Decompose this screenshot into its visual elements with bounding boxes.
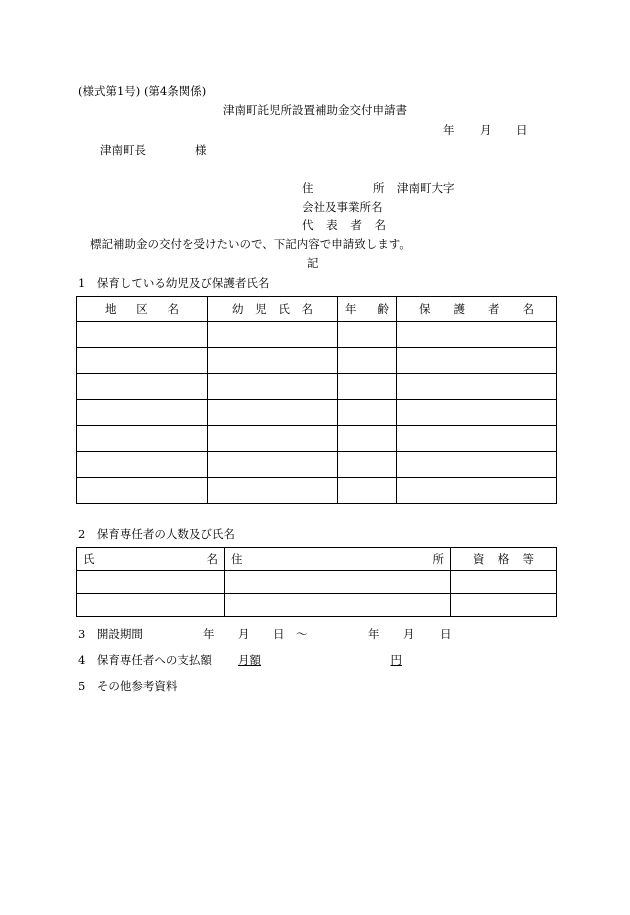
table-cell[interactable] xyxy=(451,594,557,617)
table-row xyxy=(77,426,557,452)
section2-title: 2 保育専任者の人数及び氏名 xyxy=(78,527,235,541)
document-title: 津南町託児所設置補助金交付申請書 xyxy=(223,103,407,117)
table-cell[interactable] xyxy=(397,348,557,374)
monthly-label: 月額 xyxy=(238,653,261,667)
table-row xyxy=(77,452,557,478)
monthly-amount-field[interactable] xyxy=(238,653,402,667)
table-cell[interactable] xyxy=(225,594,451,617)
table-cell[interactable] xyxy=(397,426,557,452)
company-label: 会社及事業所名 xyxy=(302,200,383,214)
table-cell[interactable] xyxy=(338,374,397,400)
table-row xyxy=(77,322,557,348)
table-cell[interactable] xyxy=(77,374,208,400)
header-district: 地 区 名 xyxy=(77,297,208,322)
table-cell[interactable] xyxy=(77,571,225,594)
section1-title: 1 保育している幼児及び保護者氏名 xyxy=(78,276,270,290)
period-end-year: 年 xyxy=(368,627,380,641)
table-cell[interactable] xyxy=(338,348,397,374)
table-cell[interactable] xyxy=(208,374,338,400)
table-cell[interactable] xyxy=(77,426,208,452)
table-cell[interactable] xyxy=(338,452,397,478)
date-month: 月 xyxy=(480,123,492,137)
table-cell[interactable] xyxy=(397,322,557,348)
header-staff-address: 住 所 xyxy=(225,548,451,571)
period-end-month: 月 xyxy=(403,627,415,641)
table-cell[interactable] xyxy=(397,374,557,400)
table-cell[interactable] xyxy=(451,571,557,594)
header-age: 年 齢 xyxy=(338,297,397,322)
table-cell[interactable] xyxy=(397,400,557,426)
table-cell[interactable] xyxy=(208,400,338,426)
form-label: (様式第1号) (第4条関係) xyxy=(78,84,207,98)
period-end-day: 日 xyxy=(440,627,452,641)
header-guardian-name: 保 護 者 名 xyxy=(397,297,557,322)
table-cell[interactable] xyxy=(225,571,451,594)
date-day: 日 xyxy=(516,123,528,137)
section3-label: 3 開設期間 xyxy=(78,627,143,641)
representative-label: 代 表 者 名 xyxy=(302,218,386,232)
period-tilde: ～ xyxy=(296,627,308,641)
table-cell[interactable] xyxy=(77,348,208,374)
staff-table-header xyxy=(77,548,557,571)
section5-label: 5 その他参考資料 xyxy=(78,679,178,693)
table-cell[interactable] xyxy=(77,400,208,426)
children-table xyxy=(76,296,557,504)
request-text: 標記補助金の交付を受けたいので、下記内容で申請致します。 xyxy=(90,237,411,251)
addressee-suffix: 様 xyxy=(195,143,207,157)
table-cell[interactable] xyxy=(208,322,338,348)
yen-label: 円 xyxy=(390,653,402,667)
address-label-1: 住 xyxy=(302,181,314,195)
section4-label: 4 保育専任者への支払額 xyxy=(78,653,212,667)
table-cell[interactable] xyxy=(338,478,397,504)
table-cell[interactable] xyxy=(208,426,338,452)
table-cell[interactable] xyxy=(397,452,557,478)
children-table-header xyxy=(77,297,557,322)
header-staff-name: 氏 名 xyxy=(77,548,225,571)
table-cell[interactable] xyxy=(338,426,397,452)
period-start-day: 日 xyxy=(273,627,285,641)
addressee-name: 津南町長 xyxy=(100,143,146,157)
header-child-name: 幼 児 氏 名 xyxy=(208,297,338,322)
table-row xyxy=(77,571,557,594)
table-cell[interactable] xyxy=(77,594,225,617)
table-row xyxy=(77,400,557,426)
period-start-month: 月 xyxy=(238,627,250,641)
address-label-2: 所 xyxy=(373,181,385,195)
table-cell[interactable] xyxy=(338,400,397,426)
period-start-year: 年 xyxy=(203,627,215,641)
table-row xyxy=(77,374,557,400)
table-cell[interactable] xyxy=(77,452,208,478)
table-row xyxy=(77,478,557,504)
ki-label: 記 xyxy=(307,256,319,270)
header-qualification: 資 格 等 xyxy=(451,548,557,571)
date-year: 年 xyxy=(443,123,455,137)
table-cell[interactable] xyxy=(338,322,397,348)
table-row xyxy=(77,594,557,617)
table-cell[interactable] xyxy=(208,452,338,478)
staff-table xyxy=(76,547,557,617)
table-cell[interactable] xyxy=(77,478,208,504)
table-cell[interactable] xyxy=(397,478,557,504)
table-cell[interactable] xyxy=(77,322,208,348)
address-value: 津南町大字 xyxy=(397,181,455,195)
table-row xyxy=(77,348,557,374)
table-cell[interactable] xyxy=(208,348,338,374)
table-cell[interactable] xyxy=(208,478,338,504)
